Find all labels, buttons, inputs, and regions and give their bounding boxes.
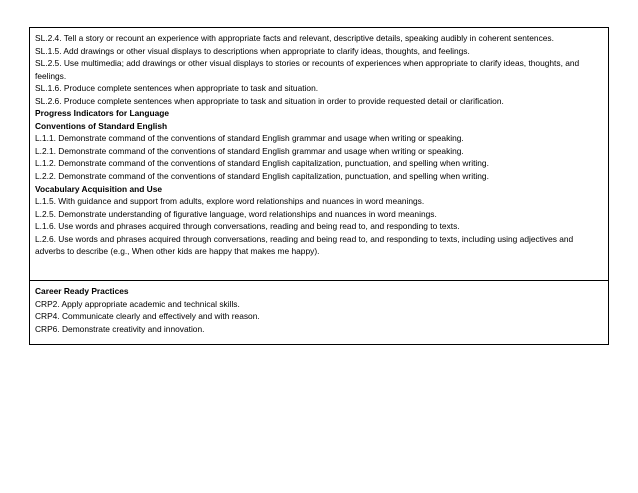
- career-practice-line: CRP4. Communicate clearly and effectively and with reason.: [35, 311, 260, 322]
- standard-line: L.2.1. Demonstrate command of the conventions of standard English grammar and usage when writing or speaking.: [35, 145, 464, 156]
- career-practices-cell: [30, 281, 608, 344]
- standard-line: SL.2.6. Produce complete sentences when appropriate to task and situation in order to provide requested detail or clarification.: [35, 95, 504, 106]
- standards-cell: [30, 28, 608, 281]
- standard-line: SL.1.6. Produce complete sentences when appropriate to task and situation.: [35, 83, 319, 94]
- career-practices-heading: Career Ready Practices: [35, 286, 129, 296]
- standard-line: L.2.5. Demonstrate understanding of figurative language, word relationships and nuances in word meanings.: [35, 208, 437, 219]
- standard-line: L.2.6. Use words and phrases acquired through conversations, reading and being read to, and responding to texts, including using adjectives and adverbs to describe (e.g., When other kids are happy that makes me happy).: [35, 233, 574, 257]
- career-practice-line: CRP6. Demonstrate creativity and innovation.: [35, 323, 205, 334]
- subsection-heading-vocabulary: Vocabulary Acquisition and Use: [35, 183, 163, 194]
- standards-table: [29, 27, 609, 345]
- standard-line: L.1.5. With guidance and support from adults, explore word relationships and nuances in word meanings.: [35, 196, 425, 207]
- standard-line: L.2.2. Demonstrate command of the conventions of standard English capitalization, punctuation, and spelling when writing.: [35, 171, 489, 182]
- standard-line: SL.2.5. Use multimedia; add drawings or other visual displays to stories or recounts of experiences when appropriate to clarify ideas, thoughts, and feelings.: [35, 58, 580, 81]
- standard-line: SL.2.4. Tell a story or recount an experience with appropriate facts and relevant, descriptive details, speaking audibly in coherent sentences.: [35, 33, 554, 43]
- subsection-heading-conventions: Conventions of Standard English: [35, 120, 168, 131]
- standard-line: SL.1.5. Add drawings or other visual displays to descriptions when appropriate to clarify ideas, thoughts, and feelings.: [35, 45, 470, 56]
- standard-line: L.1.6. Use words and phrases acquired through conversations, reading and being read to, and responding to texts.: [35, 221, 460, 232]
- section-heading-language: Progress Indicators for Language: [35, 108, 170, 119]
- career-practice-line: CRP2. Apply appropriate academic and technical skills.: [35, 298, 240, 309]
- standard-line: L.1.1. Demonstrate command of the conventions of standard English grammar and usage when writing or speaking.: [35, 133, 464, 144]
- standard-line: L.1.2. Demonstrate command of the conventions of standard English capitalization, punctuation, and spelling when writing.: [35, 158, 489, 169]
